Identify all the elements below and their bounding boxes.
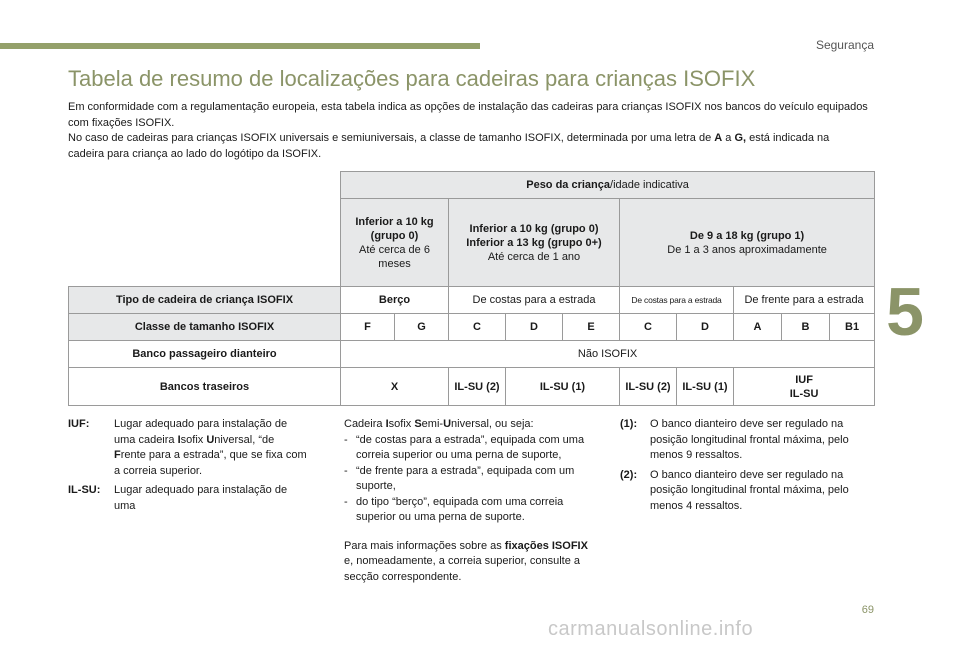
list-item: - do tipo “berço”, equipada com uma correia superior ou uma perna de suporte. [344, 495, 592, 526]
footnote-1-text: O banco dianteiro deve ser regulado na posição longitudinal frontal máxima, pelo menos 9 ressaltos. [650, 418, 849, 461]
group0-subtitle: Até cerca de 6 meses [359, 243, 430, 270]
rear-ilsu-2-b: IL-SU (2) [620, 368, 677, 406]
weight-header-rest: /idade indicativa [610, 179, 689, 191]
table-blank-cell [69, 199, 341, 287]
more-info-2: e, nomeadamente, a correia superior, consulte a secção correspondente. [344, 555, 581, 583]
mid-text-4: niversal, ou seja: [451, 418, 534, 430]
table-row [69, 287, 875, 314]
footnote-1-key: (1): [620, 418, 638, 430]
intro-text [68, 100, 868, 162]
front-seat-value: Não ISOFIX [341, 341, 875, 368]
iuf-text-1: Lugar adequado para instalação de uma cadeira [114, 418, 288, 446]
group0-title: Inferior a 10 kg (grupo 0) [355, 215, 434, 242]
class-cell: C [449, 314, 506, 341]
iuf-letter-f: F [114, 449, 121, 461]
class-cell: E [563, 314, 620, 341]
rear-ilsu-2-a: IL-SU (2) [449, 368, 506, 406]
table-row [69, 314, 875, 341]
table-row [69, 172, 875, 199]
section-label: Segurança [815, 38, 874, 52]
table-row [69, 341, 875, 368]
iuf-text-2: sofix [180, 433, 207, 446]
footnote-iuf-text [114, 417, 308, 479]
semi-universal-intro [344, 417, 592, 433]
group0plus-subtitle: Até cerca de 1 ano [487, 250, 581, 263]
dash-item-3: do tipo “berço”, equipada com uma correia superior ou uma perna de suporte. [356, 495, 564, 523]
mid-letter-i: I [385, 418, 389, 430]
type-forward-facing: De frente para a estrada [734, 287, 875, 314]
mid-text-3: emi- [421, 418, 444, 430]
rear-ilsu-1-b: IL-SU (1) [677, 368, 734, 406]
list-item: - “de frente para a estrada”, equipada com um suporte, [344, 464, 592, 495]
list-item: - “de costas para a estrada”, equipada com uma correia superior ou uma perna de suporte, [344, 433, 592, 464]
more-info-bold: fixações ISOFIX [504, 539, 588, 552]
group1-subtitle: De 1 a 3 anos aproximadamente [667, 243, 827, 256]
chapter-number: 5 [886, 274, 924, 350]
weight-header-bold: Peso da criança [526, 179, 611, 191]
more-info [344, 539, 592, 586]
mid-letter-u: U [443, 418, 452, 430]
footnote-iuf [68, 417, 308, 479]
group1-cell [620, 199, 875, 287]
isofix-summary-table [68, 171, 875, 406]
type-rear-facing: De costas para a estrada [449, 287, 620, 314]
footnote-2 [620, 468, 868, 515]
row-label-class: Classe de tamanho ISOFIX [69, 314, 341, 341]
class-cell: C [620, 314, 677, 341]
class-cell: G [395, 314, 449, 341]
intro-p2-e: está indicada na cadeira para criança ao lado do logótipo da ISOFIX. [68, 132, 830, 160]
iuf-letter-i: I [177, 433, 181, 446]
table-row [69, 368, 875, 406]
footnote-ilsu-text: Lugar adequado para instalação de uma [114, 484, 288, 512]
mid-letter-s: S [414, 418, 422, 430]
page-number: 69 [861, 604, 874, 616]
footnote-ilsu [68, 483, 308, 514]
rear-iuf: IUF [795, 373, 813, 386]
dash-item-2: “de frente para a estrada”, equipada com um suporte, [356, 464, 575, 492]
footnotes-left [68, 417, 308, 518]
class-cell: F [341, 314, 395, 341]
rear-ilsu: IL-SU [789, 387, 819, 400]
iuf-text-3: niversal, “de [214, 433, 275, 446]
footnotes-right [620, 417, 868, 518]
rear-ilsu-1-a: IL-SU (1) [506, 368, 620, 406]
table-blank-cell [69, 172, 341, 199]
footnote-2-key: (2): [620, 468, 638, 481]
row-label-type: Tipo de cadeira de criança ISOFIX [69, 287, 341, 314]
weight-header [341, 172, 875, 199]
watermark: carmanualsonline.info [548, 618, 754, 640]
footnote-iuf-key: IUF: [68, 418, 90, 430]
footnote-ilsu-key: IL-SU: [68, 484, 101, 496]
footnotes-middle [344, 417, 592, 585]
page-title: Tabela de resumo de localizações para cadeiras para crianças ISOFIX [68, 66, 756, 91]
group0-cell [341, 199, 449, 287]
class-cell: D [677, 314, 734, 341]
row-label-front-seat: Banco passageiro dianteiro [69, 341, 341, 368]
footnote-1 [620, 417, 868, 464]
class-cell: A [734, 314, 782, 341]
iuf-letter-u: U [206, 433, 215, 446]
type-berco: Berço [341, 287, 449, 314]
intro-p2-letter-a: A [714, 132, 723, 144]
more-info-1: Para mais informações sobre as [344, 539, 505, 552]
rear-x: X [341, 368, 449, 406]
intro-p2-c: a [722, 132, 735, 144]
class-cell: B1 [830, 314, 875, 341]
group0plus-title-2: Inferior a 13 kg (grupo 0+) [466, 236, 602, 249]
iuf-text-4: rente para a estrada”, que se fixa com a correia superior. [114, 449, 307, 477]
class-cell: B [782, 314, 830, 341]
footnote-2-text: O banco dianteiro deve ser regulado na posição longitudinal frontal máxima, pelo menos 4 ressaltos. [650, 468, 849, 512]
type-rear-facing-small: De costas para a estrada [620, 287, 734, 314]
class-cell: D [506, 314, 563, 341]
row-label-rear-seats: Bancos traseiros [69, 368, 341, 406]
group0plus-title-1: Inferior a 10 kg (grupo 0) [469, 222, 599, 235]
group1-title: De 9 a 18 kg (grupo 1) [689, 229, 805, 242]
mid-text-1: Cadeira [344, 418, 386, 430]
dash-item-1: “de costas para a estrada”, equipada com uma correia superior ou uma perna de suporte, [356, 433, 585, 461]
intro-paragraph-2 [68, 131, 868, 162]
rear-iuf-ilsu [734, 368, 875, 406]
intro-paragraph-1: Em conformidade com a regulamentação europeia, esta tabela indica as opções de instalação das cadeiras para crianças ISOFIX nos bancos do veículo equipados com fixações ISOFIX. [68, 101, 868, 129]
table-row [69, 199, 875, 287]
header-accent-bar [0, 43, 480, 49]
group0plus-cell [449, 199, 620, 287]
intro-p2-letter-g: G, [734, 132, 747, 144]
intro-p2-a: No caso de cadeiras para crianças ISOFIX universais e semiuniversais, a classe de tamanho ISOFIX, determinada por uma letra de [68, 132, 715, 144]
mid-text-2: sofix [388, 418, 415, 430]
